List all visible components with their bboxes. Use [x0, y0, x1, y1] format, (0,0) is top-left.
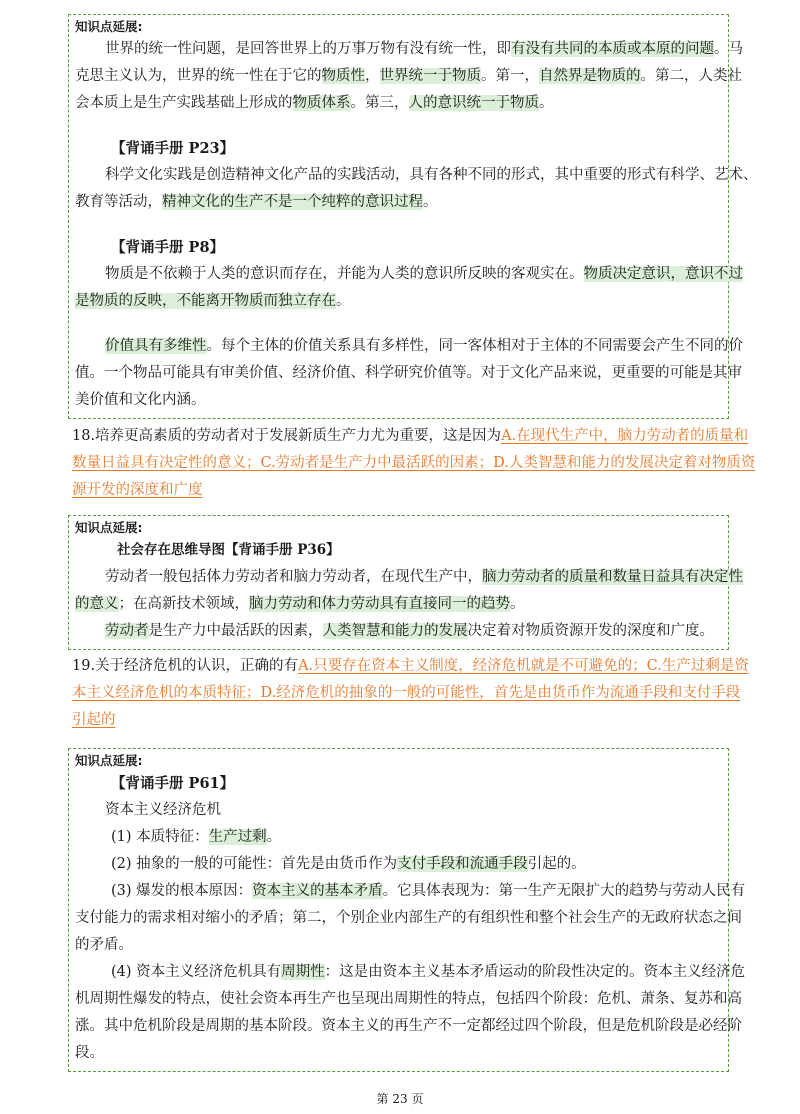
paragraph-line: 劳动者是生产力中最活跃的因素，人类智慧和能力的发展决定着对物质资源开发的深度和广度。: [105, 623, 714, 639]
box-title: 知识点延展:: [75, 520, 143, 535]
list-item-continued: 涨。其中危机阶段是周期的基本阶段。资本主义的再生产不一定都经过四个阶段，但是危机阶段是必经阶: [75, 1018, 742, 1034]
highlight: 支付手段和流通手段: [397, 856, 528, 872]
paragraph-line: 会本质上是生产实践基础上形成的物质体系。第三，人的意识统一于物质。: [75, 95, 554, 111]
list-item-continued: 机周期性爆发的特点，使社会资本再生产也呈现出周期性的特点，包括四个阶段：危机、萧条、复苏和高: [75, 991, 742, 1007]
answer-text: A.在现代生产中，脑力劳动者的质量和: [501, 428, 749, 444]
paragraph-line: 物质是不依赖于人类的意识而存在，并能为人类的意识所反映的客观实在。物质决定意识，意识不过: [105, 266, 743, 282]
highlight: 世界统一于物质: [379, 68, 481, 84]
reference-label: 【背诵手册 P23】: [111, 140, 235, 157]
highlight: 物质体系: [292, 95, 351, 111]
highlight: 物质决定意识，意识不过: [583, 266, 743, 282]
answer-text: 本主义经济危机的本质特征；D.经济危机的抽象的一般的可能性，首先是由货币作为流通手段和支付手段: [72, 685, 741, 701]
highlight: 周期性: [281, 964, 325, 980]
highlight: 生产过剩: [208, 829, 267, 845]
box-title: 知识点延展:: [75, 753, 143, 768]
list-item: (1) 本质特征：生产过剩。: [111, 829, 282, 845]
highlight: 的意义: [75, 596, 119, 612]
box-title: 知识点延展:: [75, 19, 143, 34]
list-item-continued: 的矛盾。: [75, 937, 133, 953]
knowledge-box-1: [68, 14, 758, 419]
list-item: (4) 资本主义经济危机具有周期性：这是由资本主义基本矛盾运动的阶段性决定的。资本主义经济危: [111, 964, 746, 980]
knowledge-box-3: [68, 748, 746, 1072]
highlight: 有没有共同的本质或本原的问题: [511, 41, 714, 57]
question-line: 19.关于经济危机的认识，正确的有A.只要存在资本主义制度，经济危机就是不可避免的；C.生产过剩是资: [72, 658, 749, 674]
list-item: (2) 抽象的一般的可能性：首先是由货币作为支付手段和流通手段引起的。: [111, 856, 586, 872]
highlight: 脑力劳动和体力劳动具有直接同一的趋势: [249, 596, 510, 612]
reference-label: 社会存在思维导图【背诵手册 P36】: [117, 542, 340, 558]
paragraph-line: 劳动者一般包括体力劳动者和脑力劳动者，在现代生产中，脑力劳动者的质量和数量日益具有决定性: [105, 569, 743, 585]
question-19: [72, 653, 749, 734]
highlight: 价值具有多维性: [105, 338, 207, 354]
reference-label: 【背诵手册 P8】: [111, 239, 225, 256]
paragraph-line: 是物质的反映，不能离开物质而独立存在。: [75, 293, 351, 309]
highlight: 物质性: [321, 68, 365, 84]
question-line: 18.培养更高素质的劳动者对于发展新质生产力尤为重要，这是因为A.在现代生产中，脑力劳动者的质量和: [72, 428, 749, 444]
highlight: 人类智慧和能力的发展: [322, 623, 468, 639]
paragraph-line: 价值具有多维性。每个主体的价值关系具有多样性，同一客体相对于主体的不同需要会产生不同的价: [105, 338, 743, 354]
highlight: 自然界是物质的: [539, 68, 641, 84]
paragraph-line: 美价值和文化内涵。: [75, 392, 206, 408]
paragraph-line: 的意义；在高新技术领域，脑力劳动和体力劳动具有直接同一的趋势。: [75, 596, 525, 612]
answer-text: A.只要存在资本主义制度，经济危机就是不可避免的；C.生产过剩是资: [298, 658, 749, 674]
highlight: 资本主义的基本矛盾: [252, 883, 383, 899]
highlight: 是物质的反映，不能离开物质而独立存在: [75, 293, 336, 309]
list-item-continued: 支付能力的需求相对缩小的矛盾；第二，个别企业内部生产的有组织性和整个社会生产的无政府状态之间: [75, 910, 742, 926]
paragraph-line: 克思主义认为，世界的统一性在于它的物质性，世界统一于物质。第一，自然界是物质的。第二，人类社: [75, 68, 742, 84]
answer-text: 引起的: [72, 712, 116, 728]
highlight: 劳动者: [105, 623, 149, 639]
reference-label: 【背诵手册 P61】: [111, 775, 235, 792]
paragraph-line: 科学文化实践是创造精神文化产品的实践活动，具有各种不同的形式，其中重要的形式有科学、艺术、: [105, 167, 758, 183]
paragraph-line: 教育等活动，精神文化的生产不是一个纯粹的意识过程。: [75, 194, 438, 210]
answer-text: 源开发的深度和广度: [72, 482, 203, 498]
paragraph-line: 值。一个物品可能具有审美价值、经济价值、科学研究价值等。对于文化产品来说，更重要的可能是其审: [75, 365, 742, 381]
highlight: 精神文化的生产不是一个纯粹的意识过程: [162, 194, 423, 210]
page-number: 第 23 页: [376, 1092, 424, 1106]
knowledge-box-2: [68, 515, 743, 650]
list-item: (3) 爆发的根本原因：资本主义的基本矛盾。它具体表现为：第一生产无限扩大的趋势与劳动人民有: [111, 883, 746, 899]
list-item-continued: 段。: [75, 1045, 104, 1061]
answer-text: 数量日益具有决定性的意义；C.劳动者是生产力中最活跃的因素；D.人类智慧和能力的发展决定着对物质资: [72, 455, 756, 471]
question-18: [72, 423, 756, 504]
highlight: 人的意识统一于物质: [408, 95, 539, 111]
highlight: 脑力劳动者的质量和数量日益具有决定性: [482, 569, 743, 585]
section-heading: 资本主义经济危机: [105, 802, 221, 818]
paragraph-line: 世界的统一性问题，是回答世界上的万事万物有没有统一性，即有没有共同的本质或本原的问题。马: [105, 41, 743, 57]
